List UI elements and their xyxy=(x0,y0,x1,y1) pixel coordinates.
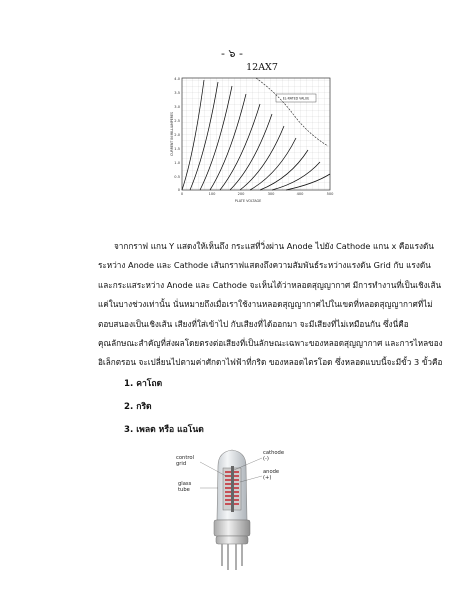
y-tick: 4.0 xyxy=(174,77,180,81)
list-item: 1. คาโถด xyxy=(124,379,163,389)
y-tick: 2.5 xyxy=(174,119,180,123)
y-tick: 0 xyxy=(177,188,180,192)
x-tick-labels xyxy=(181,192,334,196)
x-tick: 400 xyxy=(296,192,304,196)
y-tick: 3.5 xyxy=(174,91,180,95)
page-number: - ๖ - xyxy=(221,47,243,60)
anode-label: anode (+) xyxy=(263,469,280,481)
y-tick: 2.0 xyxy=(174,133,180,137)
paragraph-line: แค่ในบางช่วงเท่านั้น นั่นหมายถึงเมื่อเราใช้งานหลอดสุญญากาศไปในเขตที่หลอดสุญญากาศที่ไม่ xyxy=(98,299,433,310)
list-item: 3. เพลต หรือ แอโนด xyxy=(124,425,204,435)
electrode-list xyxy=(124,378,204,447)
annotation-label: EL-RATED VALUE xyxy=(282,96,310,101)
y-axis-label: CURRENT IN MILLIAMPERES xyxy=(170,112,174,156)
y-tick: 1.0 xyxy=(174,161,180,165)
tube-characteristic-graph xyxy=(168,62,340,210)
paragraph-line: อิเล็กตรอน จะเปลี่ยนไปตามค่าศักดาไฟฟ้าที่กริด ของหลอดไตรโอด ซึ่งหลอดแบบนี้จะมีขั้ว 3 ขั้วคือ xyxy=(98,357,443,368)
tube-socket xyxy=(216,536,248,544)
y-tick: 1.5 xyxy=(174,147,180,151)
graph-title: 12AX7 xyxy=(246,62,278,73)
control-grid-label: control grid xyxy=(176,455,194,467)
x-tick: 0 xyxy=(180,192,184,196)
paragraph-line: ตอบสนองเป็นเชิงเส้น เสียงที่ใส่เข้าไป กับเสียงที่ได้ออกมา จะมีเสียงที่ไม่เหมือนกัน ซึ่งนี่คือ xyxy=(98,318,409,329)
cathode-label: cathode (-) xyxy=(263,450,285,462)
paragraph-line: จากกราฟ แกน Y แสดงให้เห็นถึง กระแสที่วิ่งผ่าน Anode ไปยัง Cathode แกน x คือแรงดัน xyxy=(114,241,434,251)
x-tick: 300 xyxy=(267,192,275,196)
glass-tube-label: glass tube xyxy=(178,481,192,493)
x-axis-label: PLATE VOLTAGE xyxy=(234,199,262,203)
tube-base xyxy=(214,520,250,536)
y-tick: 0.5 xyxy=(174,175,180,179)
x-tick: 100 xyxy=(208,192,216,196)
tube-pins xyxy=(222,544,242,570)
vacuum-tube-illustration xyxy=(176,446,294,576)
paragraph-line: คุณลักษณะสำคัญที่ส่งผลโดยตรงต่อเสียงที่เป็นลักษณะเฉพาะของหลอดสุญญากาศ และการไหลของ xyxy=(98,338,443,349)
cathode-rod xyxy=(231,466,234,512)
x-tick: 500 xyxy=(326,192,334,196)
x-tick: 200 xyxy=(237,192,245,196)
graph-plot xyxy=(168,74,340,208)
paragraph-line: และกระแสระหว่าง Anode และ Cathode จะเห็นได้ว่าหลอดสุญญากาศ มีการทำงานที่เป็นเชิงเส้น xyxy=(98,279,442,290)
description-paragraph xyxy=(96,237,443,373)
y-tick-labels xyxy=(174,77,180,192)
paragraph-line: ระหว่าง Anode และ Cathode เส้นกราฟแสดงถึงความสัมพันธ์ระหว่างแรงดัน Grid กับ แรงดัน xyxy=(98,260,431,271)
y-tick: 3.0 xyxy=(174,105,180,109)
list-item: 2. กริด xyxy=(124,402,152,412)
